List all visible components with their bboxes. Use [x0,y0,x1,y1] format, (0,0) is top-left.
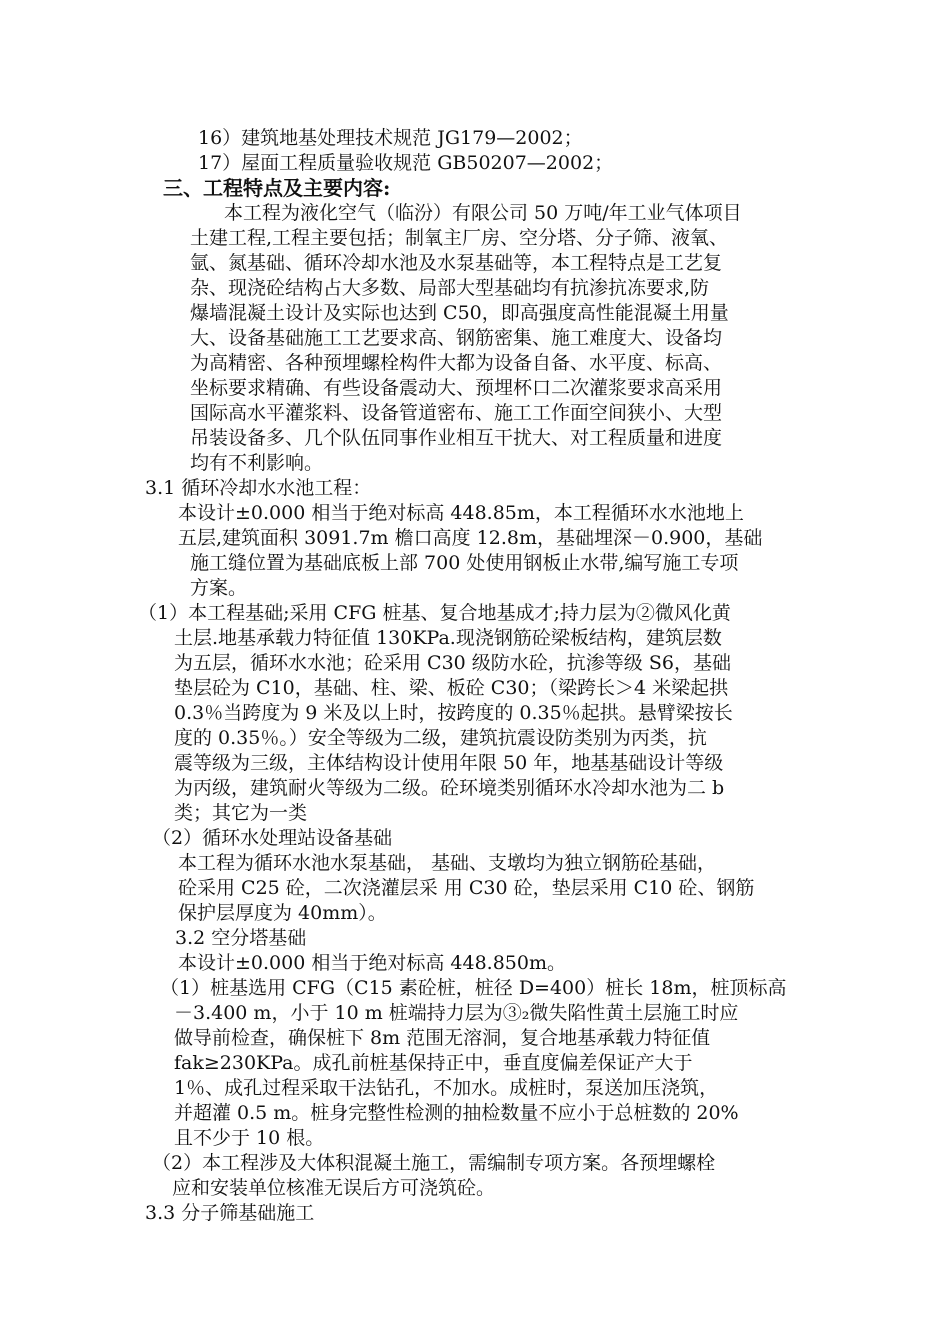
body-line: 做导前检查，确保桩下 8m 范围无溶洞，复合地基承载力特征值 [174,1027,711,1049]
subsection-heading: 3.1 循环冷却水水池工程： [145,477,372,499]
body-line: 度的 0.35％。）安全等级为二级，建筑抗震设防类别为丙类，抗 [174,727,707,749]
subsection-heading: 3.3 分子筛基础施工 [145,1202,315,1224]
body-line: 垫层砼为 C10，基础、柱、梁、板砼 C30；（梁跨长＞4 米梁起拱 [174,677,729,699]
body-line: 本工程为循环水池水泵基础， 基础、支墩均为独立钢筋砼基础， [178,852,717,874]
body-line: 本设计±0.000 相当于绝对标高 448.85m，本工程循环水水池地上 [178,502,744,524]
body-line: 震等级为三级，主体结构设计使用年限 50 年，地基基础设计等级 [174,752,724,774]
reference-item-17: 17）屋面工程质量验收规范 GB50207—2002； [198,152,614,174]
intro-line: 为高精密、各种预埋螺栓构件大都为设备自备、水平度、标高、 [190,352,723,374]
body-line: 0.3％当跨度为 9 米及以上时，按跨度的 0.35％起拱。悬臂梁按长 [174,702,733,724]
body-line: 1％、成孔过程采取干法钻孔，不加水。成桩时，泵送加压浇筑， [174,1077,719,1099]
body-line: 土层.地基承载力特征值 130KPa.现浇钢筋砼梁板结构，建筑层数 [174,627,722,649]
paragraph-heading: （2）循环水处理站设备基础 [152,827,393,849]
intro-line: 国际高水平灌浆料、设备管道密布、施工工作面空间狭小、大型 [190,402,723,424]
intro-line: 大、设备基础施工工艺要求高、钢筋密集、施工难度大、设备均 [190,327,723,349]
body-line: 五层,建筑面积 3091.7m 檐口高度 12.8m，基础埋深－0.900，基础 [178,527,763,549]
body-line: 且不少于 10 根。 [174,1127,325,1149]
body-line: 保护层厚度为 40mm）。 [178,902,387,924]
intro-line: 均有不利影响。 [190,452,324,474]
body-line: fak≥230KPa。成孔前桩基保持正中，垂直度偏差保证产大于 [174,1052,693,1074]
body-line: 本设计±0.000 相当于绝对标高 448.850m。 [178,952,566,974]
intro-line: 氩、氮基础、循环冷却水池及水泵基础等，本工程特点是工艺复 [190,252,723,274]
intro-line: 爆墙混凝土设计及实际也达到 C50，即高强度高性能混凝土用量 [190,302,729,324]
subsection-heading: 3.2 空分塔基础 [175,927,307,949]
intro-line: 吊装设备多、几个队伍同事作业相互干扰大、对工程质量和进度 [190,427,723,449]
body-line: （1）本工程基础;采用 CFG 桩基、复合地基成才;持力层为②微风化黄 [138,602,731,624]
body-line: 砼采用 C25 砼，二次浇灌层采 用 C30 砼，垫层采用 C10 砼、钢筋 [178,877,755,899]
body-line: 应和安装单位核准无误后方可浇筑砼。 [172,1177,496,1199]
body-line: 类；其它为一类 [174,802,308,824]
body-line: （1）桩基选用 CFG（C15 素砼桩，桩径 D=400）桩长 18m，桩顶标高 [160,977,787,999]
body-line: －3.400 m，小于 10 m 桩端持力层为③₂微失陷性黄土层施工时应 [174,1002,739,1024]
body-line: 为丙级，建筑耐火等级为二级。砼环境类别循环水冷却水池为二 b [174,777,725,799]
intro-line: 杂、现浇砼结构占大多数、局部大型基础均有抗渗抗冻要求,防 [190,277,710,299]
body-line: 方案。 [190,577,248,599]
section-heading: 三、工程特点及主要内容: [163,176,391,200]
body-line: （2）本工程涉及大体积混凝土施工，需编制专项方案。各预埋螺栓 [152,1152,716,1174]
body-line: 并超灌 0.5 m。桩身完整性检测的抽检数量不应小于总桩数的 20% [174,1102,739,1124]
body-line: 施工缝位置为基础底板上部 700 处使用钢板止水带,编写施工专项 [190,552,739,574]
reference-item-16: 16）建筑地基处理技术规范 JG179—2002； [198,127,583,149]
body-line: 为五层，循环水水池；砼采用 C30 级防水砼，抗渗等级 S6，基础 [174,652,731,674]
intro-line: 土建工程,工程主要包括；制氧主厂房、空分塔、分子筛、液氧、 [190,227,729,249]
intro-line: 坐标要求精确、有些设备震动大、预埋杯口二次灌浆要求高采用 [190,377,723,399]
intro-line: 本工程为液化空气（临汾）有限公司 50 万吨/年工业气体项目 [224,202,742,224]
